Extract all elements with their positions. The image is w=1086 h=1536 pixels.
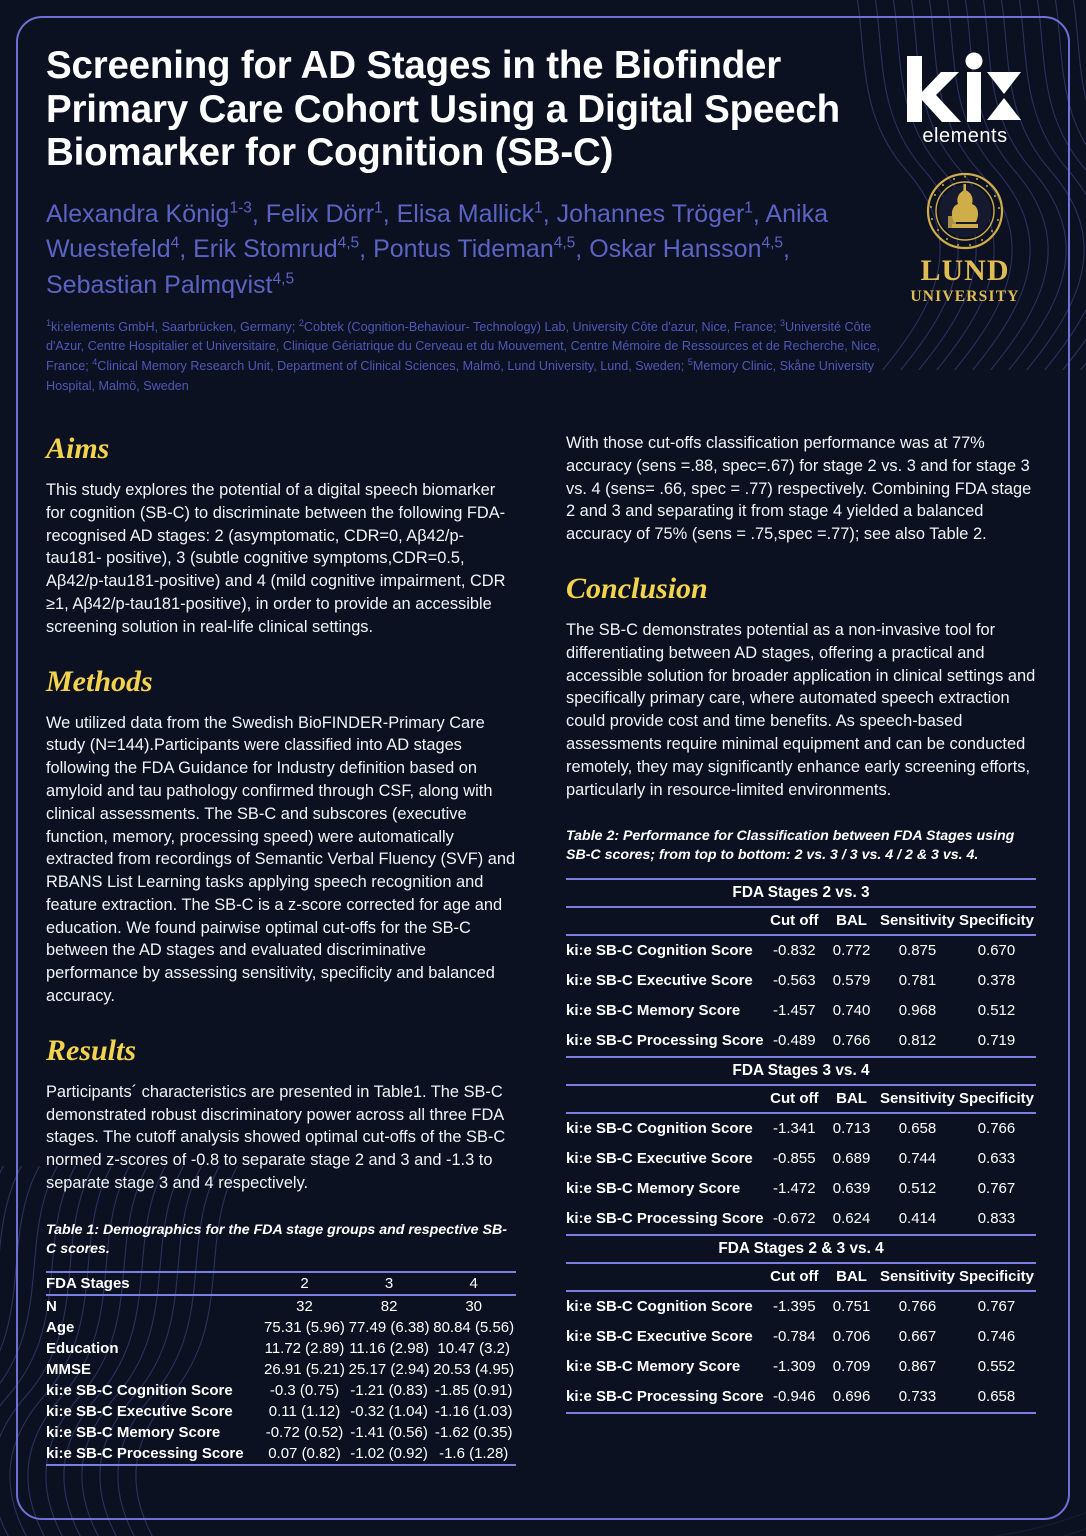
table2-col-header: BAL	[825, 1263, 878, 1291]
table-performance-2vs3	[566, 878, 1036, 1056]
table-row: ki:e SB-C Memory Score -1.309 0.709 0.867 0.552	[566, 1358, 1016, 1376]
table2-block2-body	[566, 1113, 1036, 1234]
page-title: Screening for AD Stages in the Biofinder Primary Care Cohort Using a Digital Speech Biomarker for Cognition (SB-C)	[46, 44, 840, 174]
table2-col-header: BAL	[825, 907, 878, 935]
right-column	[566, 432, 1036, 1466]
table1-col-header: 2	[262, 1272, 347, 1295]
table2-group-heading: FDA Stages 2 vs. 3	[566, 879, 1036, 907]
table2-block1-body	[566, 935, 1036, 1056]
table2-group-heading: FDA Stages 3 vs. 4	[566, 1057, 1036, 1085]
table1-col-header: 4	[431, 1272, 516, 1295]
table-row	[566, 907, 1036, 935]
table1-caption: Table 1: Demographics for the FDA stage groups and respective SB-C scores.	[46, 1221, 507, 1258]
table-row: ki:e SB-C Cognition Score -1.341 0.713 0.658 0.766	[566, 1120, 1016, 1138]
affiliations: $^1$ki:elements GmbH, Saarbrücken, Germany; $^2$Cobtek (Cognition-Behaviour- Technology) Lab, University Côte d'azur, Nice, France; $^3$Université Côte d'Azur, Centre Hospitalier et Universitaire, Clinique Gériatrique du Cerveau et du Mouvement, Centre Mémoire de Ressources et de Recherche, Nice, France; $^4$Clinical Memory Research Unit, Department of Clinical Sciences, Malmö, Lund University, Lund, Sweden; $^5$Memory Clinic, Skåne University Hospital, Malmö, Sweden	[46, 318, 880, 393]
table1-col-header: 3	[347, 1272, 432, 1295]
table-row: Age 75.31 (5.96) 77.49 (6.38) 80.84 (5.56)	[46, 1319, 515, 1337]
aims-heading: Aims	[46, 431, 110, 465]
table2-col-header: Sensitivity	[878, 1085, 957, 1113]
poster-body	[46, 432, 1040, 1466]
methods-text: We utilized data from the Swedish BioFINDER-Primary Care study (N=144).Participants were classified into AD stages following the FDA Guidance for Industry definition based on amyloid and tau pathology confirmed through CSF, along with clinical assessments. The SB-C and subscores (executive function, memory, processing speed) were automatically extracted from recordings of Semantic Verbal Fluency (SVF) and RBANS List Learning tasks applying speech recognition and feature extraction. The SB-C is a z-score corrected for age and education. We found pairwise optimal cut-offs for the SB-C between the AD stages and evaluated discriminative performance by assessing sensitivity, specificity and balanced accuracy.	[46, 713, 516, 1006]
table-row: ki:e SB-C Executive Score -0.563 0.579 0.781 0.378	[566, 972, 1016, 990]
table2-col-header: Specificity	[957, 1085, 1036, 1113]
ki-elements-logo-icon	[901, 50, 1029, 146]
ki-elements-wordmark: elements	[922, 125, 1008, 146]
table-row: MMSE 26.91 (5.21) 25.17 (2.94) 20.53 (4.95)	[46, 1361, 515, 1379]
table-row: Education 11.72 (2.89) 11.16 (2.98) 10.47 (3.2)	[46, 1340, 510, 1358]
lund-logo-subtitle: UNIVERSITY	[910, 288, 1020, 305]
table-row: ki:e SB-C Memory Score -0.72 (0.52) -1.41 (0.56) -1.62 (0.35)	[46, 1424, 513, 1442]
table-row	[566, 1057, 1036, 1085]
aims-text: This study explores the potential of a digital speech biomarker for cognition (SB-C) to discriminate between the following FDA-recognised AD stages: 2 (asymptomatic, CDR=0, Aβ42/p-tau181- positive), 3 (subtle cognitive symptoms,CDR=0.5, Aβ42/p-tau181-positive) and 4 (mild cognitive impairment, CDR ≥1, Aβ42/p-tau181-positive), in order to provide an accessible screening solution in real-life clinical settings.	[46, 480, 506, 636]
table-row: ki:e SB-C Memory Score -1.457 0.740 0.968 0.512	[566, 1002, 1016, 1020]
author-list: Alexandra König$^{1-3}$, Felix Dörr$^1$, Elisa Mallick$^1$, Johannes Tröger$^1$, Anika Wuestefeld$^4$, Erik Stomrud$^{4,5}$, Pontus Tideman$^{4,5}$, Oskar Hansson$^{4,5}$, Sebastian Palmqvist$^{4,5}$	[46, 199, 828, 299]
table2-caption: Table 2: Performance for Classification between FDA Stages using SB-C scores; from top to bottom: 2 vs. 3 / 3 vs. 4 / 2 & 3 vs. 4.	[566, 828, 1015, 864]
table-row: ki:e SB-C Executive Score -0.784 0.706 0.667 0.746	[566, 1328, 1016, 1346]
table2-group-heading: FDA Stages 2 & 3 vs. 4	[566, 1235, 1036, 1263]
table-row: N 32 82 30	[46, 1298, 483, 1316]
table-row: ki:e SB-C Executive Score 0.11 (1.12) -0.32 (1.04) -1.16 (1.03)	[46, 1403, 513, 1421]
table-row	[566, 1235, 1036, 1263]
table2-col-header: Sensitivity	[878, 907, 957, 935]
table-row: ki:e SB-C Processing Score -0.946 0.696 0.733 0.658	[566, 1382, 1036, 1413]
table-row: ki:e SB-C Processing Score -0.672 0.624 0.414 0.833	[566, 1210, 1016, 1228]
table2-col-header: Cut off	[764, 1263, 826, 1291]
table-row: ki:e SB-C Cognition Score -1.395 0.751 0.766 0.767	[566, 1298, 1016, 1316]
table2-block3-body	[566, 1291, 1036, 1413]
methods-heading: Methods	[46, 664, 153, 698]
lund-logo-name: LUND	[920, 254, 1010, 287]
table-demographics	[46, 1271, 516, 1466]
conclusion-text: The SB-C demonstrates potential as a non-invasive tool for differentiating between AD stages, offering a practical and accessible solution for broader application in clinical settings and specifically primary care, where automated speech extraction could provide cost and time benefits. As speech-based assessments require minimal equipment and can be conducted remotely, they may significantly enhance early screening efforts, particularly in resource-limited environments.	[566, 620, 1036, 799]
lund-seal-icon	[926, 172, 1004, 250]
poster-header	[46, 44, 1040, 396]
table-performance-2and3vs4	[566, 1234, 1036, 1414]
table-row	[46, 1272, 516, 1295]
table1-body	[46, 1295, 516, 1465]
table2-col-header: Specificity	[957, 1263, 1036, 1291]
table-row: ki:e SB-C Cognition Score -0.832 0.772 0.875 0.670	[566, 942, 1016, 960]
table-row: ki:e SB-C Memory Score -1.472 0.639 0.512 0.767	[566, 1180, 1016, 1198]
table-row: ki:e SB-C Processing Score 0.07 (0.82) -1.02 (0.92) -1.6 (1.28)	[46, 1443, 516, 1465]
results-heading: Results	[46, 1033, 137, 1067]
results-continued-text: With those cut-offs classification performance was at 77% accuracy (sens =.88, spec=.67) for stage 2 vs. 3 and for stage 3 vs. 4 (sens= .66, spec = .77) respectively. Combining FDA stage 2 and 3 and separating it from stage 4 yielded a balanced accuracy of 75% (sens = .75,spec =.77); see also Table 2.	[566, 433, 1032, 544]
results-text: Participants´ characteristics are presented in Table1. The SB-C demonstrated robust discriminatory power across all three FDA stages. The cutoff analysis showed optimal cut-offs of the SB-C normed z-scores of -0.8 to separate stage 2 and 3 and -1.3 to separate stage 3 and 4 respectively.	[46, 1082, 506, 1193]
table-row	[566, 879, 1036, 907]
table2-col-header: Cut off	[764, 907, 826, 935]
table2-col-header: BAL	[825, 1085, 878, 1113]
table-row: ki:e SB-C Cognition Score -0.3 (0.75) -1.21 (0.83) -1.85 (0.91)	[46, 1382, 513, 1400]
table2-col-header: Sensitivity	[878, 1263, 957, 1291]
ki-elements-logo	[901, 50, 1029, 146]
lund-university-logo	[905, 172, 1025, 305]
conclusion-heading: Conclusion	[566, 571, 708, 605]
table2-col-header: Cut off	[764, 1085, 826, 1113]
table-row: ki:e SB-C Executive Score -0.855 0.689 0.744 0.633	[566, 1150, 1016, 1168]
table-performance-3vs4	[566, 1056, 1036, 1234]
table-row: ki:e SB-C Processing Score -0.489 0.766 0.812 0.719	[566, 1032, 1016, 1050]
left-column	[46, 432, 516, 1466]
table1-title: FDA Stages	[46, 1272, 262, 1295]
table2-col-header: Specificity	[957, 907, 1036, 935]
table-row	[566, 1263, 1036, 1291]
table-row	[566, 1085, 1036, 1113]
